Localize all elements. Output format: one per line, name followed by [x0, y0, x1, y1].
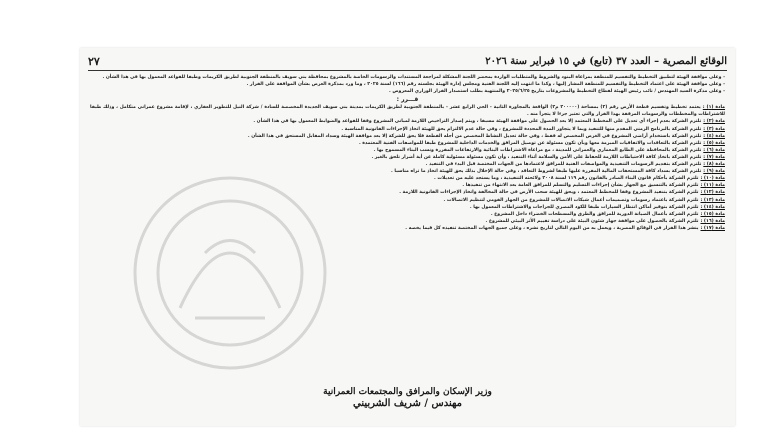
article-paragraph [90, 154, 725, 161]
article-text: تلتزم الشركة بالتعاقدات والاتفاقيات المبرمة معها وبأن تكون مسئولة عن توصيل المرافق والخدمات الداخلية للمشروع طبقا للمواصفات الفنية المعتمدة . [358, 140, 702, 146]
article-label: مادة (١٧) : [700, 225, 725, 231]
article-label: مادة (٦) : [703, 147, 725, 153]
article-text: يعتمد تخطيط وتقسيم قطعة الأرض رقم (٢) بمساحة (٢٠٠٠٠٠ م٢) الواقعة بالمجاورة الثانية - الحي الرابع عشر - بالمنطقة الجنوبية لطريق الكريمات بمدينة بني سويف الجديدة المخصصة للسادة / شركة النيل للتطوير العقاري ، لإقامة مشروع عمراني متكامل ، وذلك طبقا للاشتراطات والمخططات والرسومات المرفقة بهذا القرار والتي تعتبر جزءا لا يتجزأ منه . [90, 105, 725, 118]
article-paragraph [90, 140, 725, 147]
signature-block [140, 386, 675, 410]
intro-paragraph: - وعلى موافقة الهيئة لتطبيق التخطيط والتقسيم للمنطقة بمراعاة البنود والشروط والمتطلبات الواردة بمحضر اللجنة المشكلة لمراجعة المستندات والرسومات الخاصة بالمشروع بمحافظة بني سويف بالمنطقة الجنوبية لطريق الكريمات وطبقا للقواعد المعمول بها في هذا الشأن . [102, 75, 725, 80]
document-body [90, 74, 725, 392]
decision-title: قـــرر : [396, 96, 419, 104]
article-text: تلتزم الشركة بالمحافظة على الطابع المعماري والعمراني للمدينة ، مع مراعاة الاشتراطات البنائية والارتفاعات المقررة ونسب البناء المسموح بها . [373, 147, 702, 153]
article-paragraph [90, 197, 725, 204]
article-paragraph [90, 161, 725, 168]
header-rule [88, 70, 727, 71]
article-label: مادة (٣) : [703, 126, 725, 132]
article-paragraph [90, 147, 725, 154]
article-text: تلتزم الشركة باعتماد رسومات وتصميمات أعمال شبكات الاتصالات للمشروع من الجهاز القومي لتنظيم الاتصالات . [443, 197, 699, 203]
article-text: تلتزم الشركة بالتنسيق مع الجهاز بشأن إجراءات التسليم والتسلم للمرافق العامة بعد الانتهاء من تنفيذها . [462, 183, 699, 189]
article-label: مادة (١) : [702, 105, 726, 111]
article-label: مادة (٩) : [703, 169, 725, 175]
article-text: تلتزم الشركة بتنفيذ المشروع وفقا للمخطط المعتمد ، ويحق للهيئة سحب الأرض في حالة المخالفة واتخاذ الإجراءات القانونية اللازمة . [399, 190, 699, 196]
article-paragraph [90, 133, 725, 140]
article-text: تلتزم الشركة بالبرنامج الزمني المقدم منها للتنفيذ وبما لا يتجاوز المدة المحددة للمشروع ، وفي حالة عدم الالتزام يحق للهيئة اتخاذ الإجراءات القانونية المناسبة . [341, 126, 702, 132]
article-paragraph [90, 175, 725, 182]
article-paragraph [90, 118, 725, 125]
article-text: تلتزم الشركة بتوفير أماكن انتظار السيارات طبقا للكود المصري للجراجات والاشتراطات المعمول بها . [469, 204, 699, 210]
article-label: مادة (٨) : [703, 162, 725, 168]
article-text: تلتزم الشركة بأحكام قانون البناء الصادر بالقانون رقم ١١٩ لسنة ٢٠٠٨ ولائحته التنفيذية ، وما يستجد عليه من تعديلات . [433, 176, 699, 182]
article-paragraph [90, 168, 725, 175]
article-text: تلتزم الشركة باستخدام أراضي المشروع في الغرض المخصص له فقط ، وفي حالة تعديل النشاط المخصص من أجله القطعة فلا يحق للشركة إلا بعد موافقة الهيئة وسداد المقابل المستحق في هذا الشأن . [247, 133, 702, 139]
article-text: تلتزم الشركة بتقديم الرسومات التنفيذية والمواصفات الفنية للمرافق لاعتمادها من الجهات المختصة قبل البدء في التنفيذ . [425, 162, 702, 168]
article-paragraph [90, 189, 725, 196]
article-label: مادة (٤) : [703, 133, 725, 139]
article-label: مادة (١٥) : [700, 211, 725, 217]
article-label: مادة (١٠) : [700, 176, 725, 182]
article-text: تلتزم الشركة بسداد كافة المستحقات المالية المقررة عليها طبقا لشروط التعاقد ، وفي حالة الإخلال بذلك يحق للهيئة اتخاذ ما تراه مناسبا . [391, 169, 702, 175]
article-paragraph [90, 126, 725, 133]
intro-paragraph: - وعلى مذكرة السيد المهندس / نائب رئيس الهيئة لقطاع التخطيط والمشروعات بتاريخ ٢٠٢٥/٦/٢٥ والمنتهية بطلب استصدار القرار الوزاري المعروض . [388, 89, 725, 95]
article-label: مادة (١٦) : [700, 218, 725, 224]
article-paragraph [90, 218, 725, 225]
article-text: تلتزم الشركة بعدم إجراء أي تعديل على المخطط المعتمد إلا بعد الحصول على موافقة الهيئة مسبقا ، ويتم إصدار التراخيص اللازمة لمباني المشروع وفقا للقواعد والضوابط المعمول بها في هذا الشأن . [253, 119, 702, 125]
article-text: تلتزم الشركة باتخاذ كافة الاحتياطات اللازمة للحفاظ على الأمن والسلامة أثناء التنفيذ ، وأن تكون مسئولة مسئولية كاملة عن أية أضرار تلحق بالغير . [371, 154, 702, 160]
article-label: مادة (١١) : [700, 183, 725, 189]
article-label: مادة (٥) : [703, 140, 725, 146]
article-paragraph [90, 211, 725, 218]
article-text: تلتزم الشركة بأعمال الصيانة الدورية للمرافق والطرق والمسطحات الخضراء داخل المشروع . [490, 211, 699, 217]
signatory-name: مهندس / شريف الشربيني [353, 398, 462, 409]
header-title: الوقائع المصرية – العدد ٣٧ (تابع) في ١٥ فبراير سنة ٢٠٢٦ [485, 55, 727, 67]
article-text: تلتزم الشركة بالحصول على موافقة جهاز شئون البيئة على دراسة تقييم الأثر البيئي للمشروع . [485, 218, 699, 224]
page-number: ٢٧ [88, 54, 100, 68]
article-paragraph [90, 182, 725, 189]
signatory-role: وزير الإسكان والمرافق والمجتمعات العمرانية [323, 387, 492, 397]
article-label: مادة (١٤) : [700, 204, 725, 210]
article-label: مادة (٧) : [703, 154, 725, 160]
article-text: ينشر هذا القرار في الوقائع المصرية ، ويعمل به من اليوم التالي لتاريخ نشره ، وعلى جميع الجهات المختصة تنفيذه كل فيما يخصه . [405, 225, 699, 231]
gazette-page [80, 48, 735, 426]
article-label: مادة (٢) : [703, 119, 725, 125]
article-paragraph [90, 204, 725, 211]
article-label: مادة (١٣) : [700, 197, 725, 203]
article-paragraph [90, 225, 725, 232]
intro-paragraph: - وعلى موافقة الهيئة على اعتماد التخطيط والتقسيم للمنطقة المشار إليها ، وكذا ما انتهت إليه اللجنة الفنية ومجلس إدارة الهيئة بجلسته رقم (١٦٦) لسنة ٢٠٢٥ ، وما ورد بمذكرة العرض بشأن الموافقة على القرار . [246, 82, 725, 88]
article-paragraph [90, 104, 725, 118]
page-header [88, 54, 727, 68]
article-label: مادة (١٢) : [700, 190, 725, 196]
